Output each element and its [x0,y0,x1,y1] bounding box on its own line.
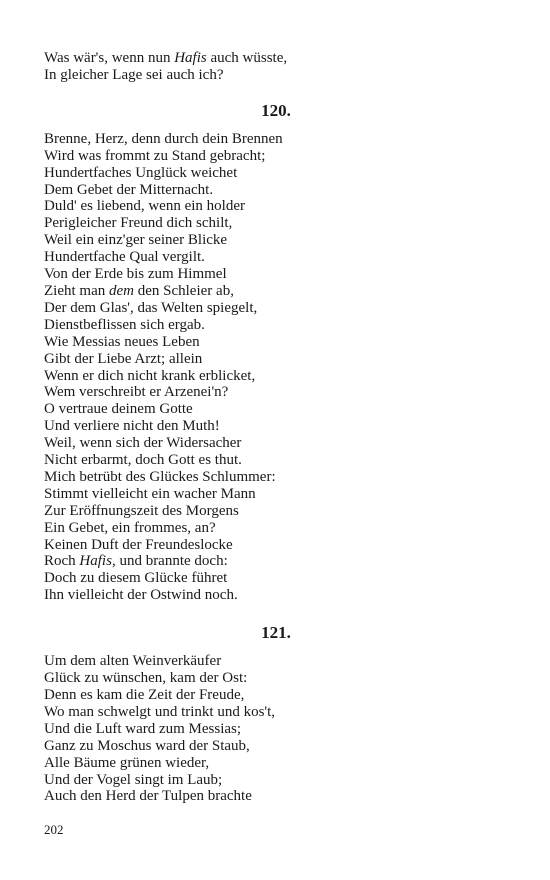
verse-line: Auch den Herd der Tulpen brachte [44,788,252,805]
verse-line: Stimmt vielleicht ein wacher Mann [44,485,256,502]
name-hafis: Hafis [174,50,207,66]
verse-line: Weil, wenn sich der Widersacher [44,435,242,452]
verse-line: Glück zu wünschen, kam der Ost: [44,670,248,687]
verse-line: Keinen Duft der Freundeslocke [44,536,233,553]
verse-line: Wo man schwelgt und trinkt und kos't, [44,703,276,720]
verse-line: Und der Vogel singt im Laub; [44,771,223,788]
verse-line: Dienstbeflissen sich ergab. [44,316,205,333]
verse-line: Hundertfaches Unglück weichet [44,164,238,181]
verse-line: Und die Luft ward zum Messias; [44,720,242,737]
verse-line: Mich betrübt des Glückes Schlummer: [44,468,276,485]
verse-line: Ein Gebet, ein frommes, an? [44,519,216,536]
verse-line: Wenn er dich nicht krank erblicket, [44,367,256,384]
verse-line: Und verliere nicht den Muth! [44,418,220,435]
verse-line: Weil ein einz'ger seiner Blicke [44,232,228,249]
verse-line: Alle Bäume grünen wieder, [44,754,210,771]
verse-line: Der dem Glas', das Welten spiegelt, [44,299,258,316]
verse-line: Brenne, Herz, denn durch dein Brennen [44,130,283,147]
verse-line: Zieht man dem den Schleier ab, [44,282,234,299]
poem-121 [44,653,504,805]
name-hafis: Hafis [79,553,112,570]
poem-120 [44,131,504,604]
verse-line: Ganz zu Moschus ward der Staub, [44,737,250,754]
verse-line: Dem Gebet der Mitternacht. [44,181,214,198]
verse-line: Wie Messias neues Leben [44,333,200,350]
verse-line: Denn es kam die Zeit der Freude, [44,687,245,703]
verse-line: Wird was frommt zu Stand gebracht; [44,147,266,164]
verse-line: Was wär's, wenn nun Hafis auch wüsste, [44,50,288,66]
verse-line: Nicht erbarmt, doch Gott es thut. [44,452,242,469]
poem-120-heading: 120. [261,100,291,120]
verse-line: In gleicher Lage sei auch ich? [44,66,224,83]
verse-line: O vertraue deinem Gotte [44,401,193,418]
verse-line: Zur Eröffnungszeit des Morgens [44,502,239,519]
verse-line: Hundertfache Qual vergilt. [44,249,205,266]
verse-line: Ihn vielleicht der Ostwind noch. [44,587,238,604]
page-body [44,50,504,805]
emphasis-dem: dem [108,282,134,299]
poem-121-heading: 121. [261,623,291,643]
verse-line: Gibt der Liebe Arzt; allein [44,350,203,367]
verse-line: Doch zu diesem Glücke führet [44,570,228,587]
verse-line: Von der Erde bis zum Himmel [44,266,227,283]
verse-line: Um dem alten Weinverkäufer [44,653,222,670]
verse-line: Wem verschreibt er Arzenei'n? [44,384,229,401]
intro-stanza [44,50,504,84]
page-number: 202 [44,822,64,837]
verse-line: Perigleicher Freund dich schilt, [44,215,233,232]
verse-line: Roch Hafis, und brannte doch: [44,553,228,570]
verse-line: Duld' es liebend, wenn ein holder [44,198,245,215]
